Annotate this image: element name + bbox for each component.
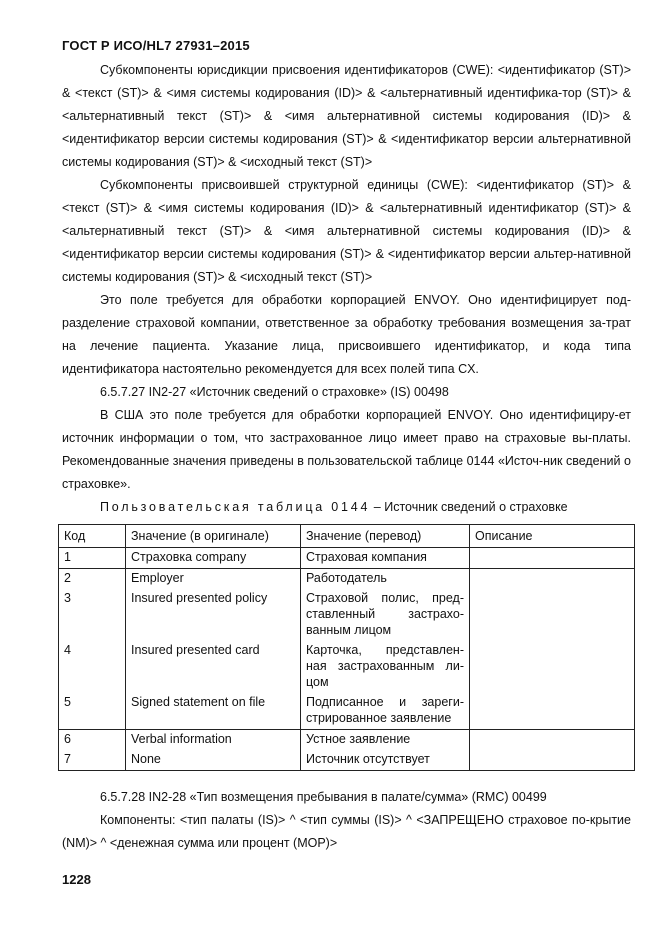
table-row [59,750,635,771]
cell-original: Insured presented policy [126,589,301,641]
paragraph-assigning-unit-subcomponents [62,174,631,289]
heading-text: 6.5.7.27 IN2-27 «Источник сведений о страховке» (IS) 00498 [100,385,449,399]
table-header-row [59,525,635,548]
paragraph-components [62,809,631,855]
cell-description [470,589,635,641]
cell-description [470,730,635,751]
page-number: 1228 [62,872,91,887]
table-row [59,693,635,730]
paragraph-text: Субкомпоненты присвоившей структурной единицы (CWE): <идентификатор (ST)> & <текст (ST)> & <имя системы кодирования (ID)> & <альтернативный идентификатор (ST)> & <альтернативный текст (ST)> & <имя альтернативной системы кодирования (ID)> & <идентификатор версии системы кодирования (ST)> & <идентификатор версии альтер-нативной системы кодирования (ST)> & <исходный текст (ST)> [62,178,631,284]
header-original: Значение (в оригинале) [126,525,301,548]
cell-code: 1 [59,548,126,569]
paragraph-text: Это поле требуется для обработки корпорацией ENVOY. Оно идентифицирует под-разделение страховой компании, ответственное за обработку требования возмещения за-трат на лечение пациента. Указание лица, присвоившего идентификатор, и кода типа идентификатора настоятельно рекомендуется для всех полей типа CX. [62,293,631,376]
cell-translation: Работодатель [301,569,470,590]
table-caption [62,496,631,519]
paragraph-text: Субкомпоненты юрисдикции присвоения идентификаторов (CWE): <идентификатор (ST)> & <текст (ST)> & <имя системы кодирования (ID)> & <альтернативный идентифика-тор (ST)> & <альтернативный текст (ST)> & <имя альтернативной системы кодирования (ID)> & <идентификатор версии системы кодирования (ST)> & <идентификатор версии альтернативной системы кодирования (ST)> & <исходный текст (ST)> [62,63,631,169]
cell-translation: Подписанное и зареги-стрированное заявление [301,693,470,730]
cell-original: Employer [126,569,301,590]
section-heading-in2-28 [62,786,631,809]
cell-description [470,548,635,569]
cell-original: Страховка company [126,548,301,569]
cell-original: Signed statement on file [126,693,301,730]
paragraph-envoy-field [62,289,631,381]
cell-description [470,641,635,693]
heading-text: 6.5.7.28 IN2-28 «Тип возмещения пребывания в палате/сумма» (RMC) 00499 [100,790,547,804]
header-translation: Значение (перевод) [301,525,470,548]
cell-original: Insured presented card [126,641,301,693]
cell-description [470,693,635,730]
cell-translation: Страховой полис, пред-ставленный застрахо-ванным лицом [301,589,470,641]
source-table [58,524,635,771]
paragraph-text: Компоненты: <тип палаты (IS)> ^ <тип суммы (IS)> ^ <ЗАПРЕЩЕНО страховое по-крытие (NM)> ^ <денежная сумма или процент (MOP)> [62,813,631,850]
table-row [59,589,635,641]
paragraph-jurisdiction-subcomponents [62,59,631,174]
header-description: Описание [470,525,635,548]
cell-code: 5 [59,693,126,730]
table-row [59,569,635,590]
cell-code: 7 [59,750,126,771]
table-caption-dash: – [370,500,385,514]
content-block-bottom [62,786,631,855]
cell-translation: Страховая компания [301,548,470,569]
table-row [59,548,635,569]
paragraph-us-envoy [62,404,631,496]
cell-code: 3 [59,589,126,641]
table-row [59,730,635,751]
document-header: ГОСТ Р ИСО/HL7 27931–2015 [62,38,250,53]
table-row [59,641,635,693]
cell-translation: Карточка, представлен-ная застрахованным ли-цом [301,641,470,693]
section-heading-in2-27 [62,381,631,404]
cell-original: None [126,750,301,771]
content-block-top [62,59,631,519]
cell-translation: Источник отсутствует [301,750,470,771]
table-caption-label: Пользовательская таблица 0144 [100,500,371,514]
cell-description [470,569,635,590]
cell-code: 2 [59,569,126,590]
paragraph-text: В США это поле требуется для обработки корпорацией ENVOY. Оно идентифициру-ет источник информации о том, что застрахованное лицо имеет право на страховые вы-платы. Рекомендованные значения приведены в пользовательской таблице 0144 «Источ-ник сведений о страховке». [62,408,631,491]
cell-description [470,750,635,771]
table-caption-title: Источник сведений о страховке [384,500,568,514]
cell-original: Verbal information [126,730,301,751]
cell-translation: Устное заявление [301,730,470,751]
header-code: Код [59,525,126,548]
cell-code: 4 [59,641,126,693]
cell-code: 6 [59,730,126,751]
